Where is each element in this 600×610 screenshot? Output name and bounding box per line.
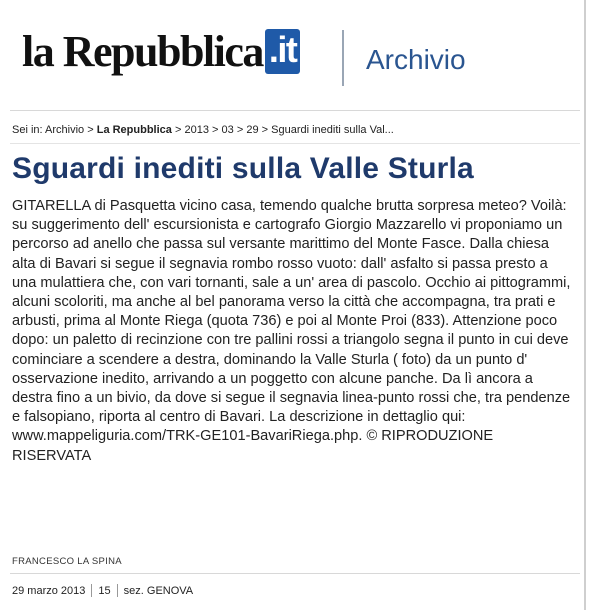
- page-number: 15: [98, 584, 111, 597]
- breadcrumb-separator: >: [212, 124, 219, 136]
- publication-date: 29 marzo 2013: [12, 584, 86, 597]
- breadcrumb-prefix: Sei in:: [12, 124, 43, 136]
- footer-separator: [117, 584, 118, 597]
- header: [0, 0, 590, 108]
- divider: [10, 143, 580, 144]
- breadcrumb-separator: >: [174, 124, 182, 136]
- breadcrumb-item-month[interactable]: 03: [221, 124, 234, 136]
- breadcrumb-item-larepubblica[interactable]: La Repubblica: [96, 124, 172, 136]
- breadcrumb-separator: >: [261, 124, 269, 136]
- section-title[interactable]: Archivio: [366, 44, 466, 75]
- article-lead-caps: GITARELLA: [12, 198, 91, 214]
- breadcrumb: [12, 124, 394, 136]
- article-footer: [12, 584, 193, 597]
- logo-suffix-badge: .it: [265, 29, 301, 74]
- breadcrumb-item-year[interactable]: 2013: [184, 124, 209, 136]
- footer-separator: [91, 584, 92, 597]
- breadcrumb-separator: >: [236, 124, 244, 136]
- logo-main-text: la Repubblica: [22, 27, 263, 76]
- breadcrumb-separator: >: [87, 124, 94, 136]
- header-separator: [342, 30, 344, 86]
- page-border: [584, 0, 586, 610]
- divider: [10, 110, 580, 111]
- site-logo[interactable]: [22, 26, 300, 80]
- article-title: Sguardi inediti sulla Valle Sturla: [12, 152, 474, 185]
- divider: [10, 573, 580, 574]
- section-value: GENOVA: [146, 584, 194, 597]
- article-text: di Pasquetta vicino casa, temendo qualche brutta sorpresa meteo? Voilà: su suggerimento dell' escursionista e cartografo Giorgio Mazzarello vi proponiamo un percorso ad anello che passa sul versante marittimo del Monte Fasce. Dalla chiesa alta di Bavari si segue il segnavia rombo rosso vuoto: dall' asfalto si passa presto a una mulattiera che, con vari tornanti, sale a un' area di pascolo. Occhio ai pittogrammi, alcuni scoloriti, ma anche al bel panorama verso la città che accompagna, tra prati e arbusti, prima al Monte Riega (quota 736) e poi al Monte Proi (833). Attenzione poco dopo: un paletto di recinzione con tre pallini rossi a triangolo segna il punto in cui deve cominciare a scendere a destra, dominando la Valle Sturla ( foto) da un punto d' osservazione inedito, arrivando a un poggetto con alcune panche. Da lì ancora a destra fino a un bivio, da dove si segue il segnavia linea-punto rossi che, tra pendenze e falsopiano, riporta al centro di Bavari. La descrizione in dettaglio qui: www.mappeliguria.com/TRK-GE101-BavariRiega.php. © RIPRODUZIONE RISERVATA: [12, 198, 571, 464]
- breadcrumb-item-day[interactable]: 29: [246, 124, 259, 136]
- section-label: sez.: [123, 584, 144, 597]
- article-body: [12, 197, 572, 466]
- breadcrumb-item-archivio[interactable]: Archivio: [45, 124, 85, 136]
- breadcrumb-item-current: Sguardi inediti sulla Val...: [271, 124, 394, 136]
- article-author: FRANCESCO LA SPINA: [12, 556, 122, 567]
